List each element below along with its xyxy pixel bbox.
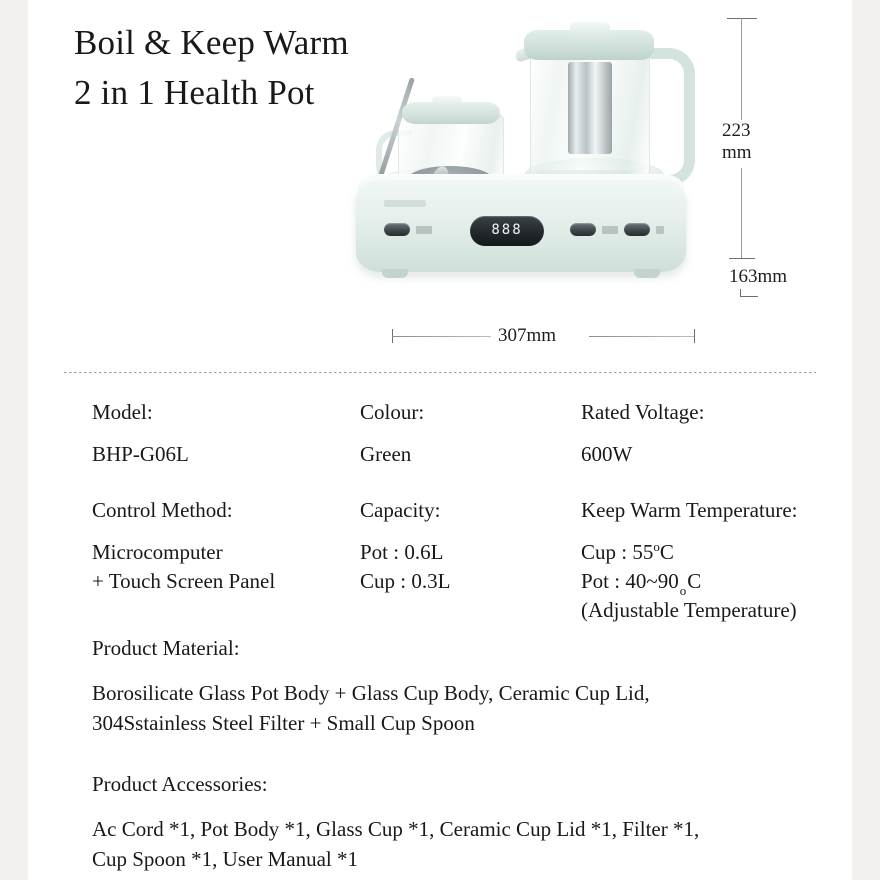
cup-temp-suffix: C <box>659 539 674 564</box>
hero-section <box>28 0 852 370</box>
spec-row <box>28 496 852 622</box>
spec-keep-warm-note: (Adjustable Temperature) <box>581 597 797 622</box>
height-tick-top <box>727 18 757 19</box>
spec-control-method-value-1: Microcomputer <box>92 539 223 564</box>
spec-model-value: BHP-G06L <box>92 441 189 466</box>
page-title <box>74 18 349 117</box>
height-value: 223 <box>722 120 751 141</box>
keep-warm-button[interactable] <box>624 223 650 236</box>
spec-rated-voltage <box>581 398 704 469</box>
width-line-right <box>589 336 694 337</box>
width-line-left <box>392 336 491 337</box>
mode-button-label <box>602 226 618 234</box>
keep-warm-button-label <box>656 226 664 234</box>
product-image <box>328 8 728 318</box>
height-line-upper <box>741 18 742 120</box>
height-dimension-label <box>722 120 752 164</box>
led-digits: 888 <box>491 222 523 238</box>
specifications-section <box>28 398 852 871</box>
spec-capacity-value-1: Pot : 0.6L <box>360 539 444 564</box>
pot-degree-symbol: o <box>679 582 687 598</box>
pot-temp-suffix: C <box>687 568 702 593</box>
height-tick-bottom <box>729 258 755 259</box>
base-height-tick <box>740 296 758 297</box>
base-height-dimension-label: 163mm <box>729 266 788 287</box>
spec-control-method-label: Control Method: <box>92 498 233 522</box>
spec-control-method <box>92 496 275 596</box>
led-display <box>470 216 544 246</box>
brand-emblem <box>384 200 426 207</box>
kettle-lid-knob <box>570 22 610 36</box>
base-height-tick-riser <box>740 289 741 297</box>
spec-control-method-value-2: + Touch Screen Panel <box>92 568 276 593</box>
height-unit: mm <box>722 142 752 164</box>
spec-rated-voltage-label: Rated Voltage: <box>581 400 705 424</box>
spec-model-label: Model: <box>92 400 153 424</box>
cup-temp-prefix: Cup : 55 <box>581 539 654 564</box>
spec-capacity-value-2: Cup : 0.3L <box>360 568 451 593</box>
cup-lid-knob <box>432 96 462 107</box>
product-material-label: Product Material: <box>92 636 240 660</box>
spec-rated-voltage-value: 600W <box>581 441 633 466</box>
section-divider <box>64 372 816 373</box>
spec-capacity <box>360 496 450 596</box>
spec-model <box>92 398 189 469</box>
product-material-line-2: 304Sstainless Steel Filter + Small Cup Spoon <box>92 710 475 735</box>
title-line-1: Boil & Keep Warm <box>74 23 349 62</box>
pot-temp-prefix: Pot : 40~90 <box>581 568 679 593</box>
width-dimension-label: 307mm <box>498 325 557 346</box>
stainless-filter <box>568 62 612 154</box>
content-card <box>28 0 852 880</box>
spec-colour-label: Colour: <box>360 400 425 424</box>
base-foot-left <box>382 269 408 278</box>
power-button-label <box>416 226 432 234</box>
product-material <box>92 634 650 738</box>
mode-button[interactable] <box>570 223 596 236</box>
spec-keep-warm-cup <box>581 538 797 567</box>
product-material-line-1: Borosilicate Glass Pot Body + Glass Cup Body, Ceramic Cup Lid, <box>92 681 650 706</box>
height-line-lower <box>741 168 742 258</box>
product-accessories-label: Product Accessories: <box>92 772 268 796</box>
base-foot-right <box>634 269 660 278</box>
width-tick-right <box>694 329 695 343</box>
title-line-2: 2 in 1 Health Pot <box>74 72 315 112</box>
cup-degree-symbol: o <box>653 538 660 554</box>
control-panel <box>374 214 670 248</box>
product-accessories-line-2: Cup Spoon *1, User Manual *1 <box>92 846 358 871</box>
product-accessories-line-1: Ac Cord *1, Pot Body *1, Glass Cup *1, Ceramic Cup Lid *1, Filter *1, <box>92 817 700 842</box>
spec-row <box>28 398 852 496</box>
product-accessories <box>92 770 699 874</box>
spec-keep-warm-pot <box>581 567 797 596</box>
power-button[interactable] <box>384 223 410 236</box>
spec-colour-value: Green <box>360 441 412 466</box>
spec-keep-warm-label: Keep Warm Temperature: <box>581 498 798 522</box>
spec-capacity-label: Capacity: <box>360 498 441 522</box>
spec-colour <box>360 398 424 469</box>
spec-keep-warm-temperature <box>581 496 797 625</box>
